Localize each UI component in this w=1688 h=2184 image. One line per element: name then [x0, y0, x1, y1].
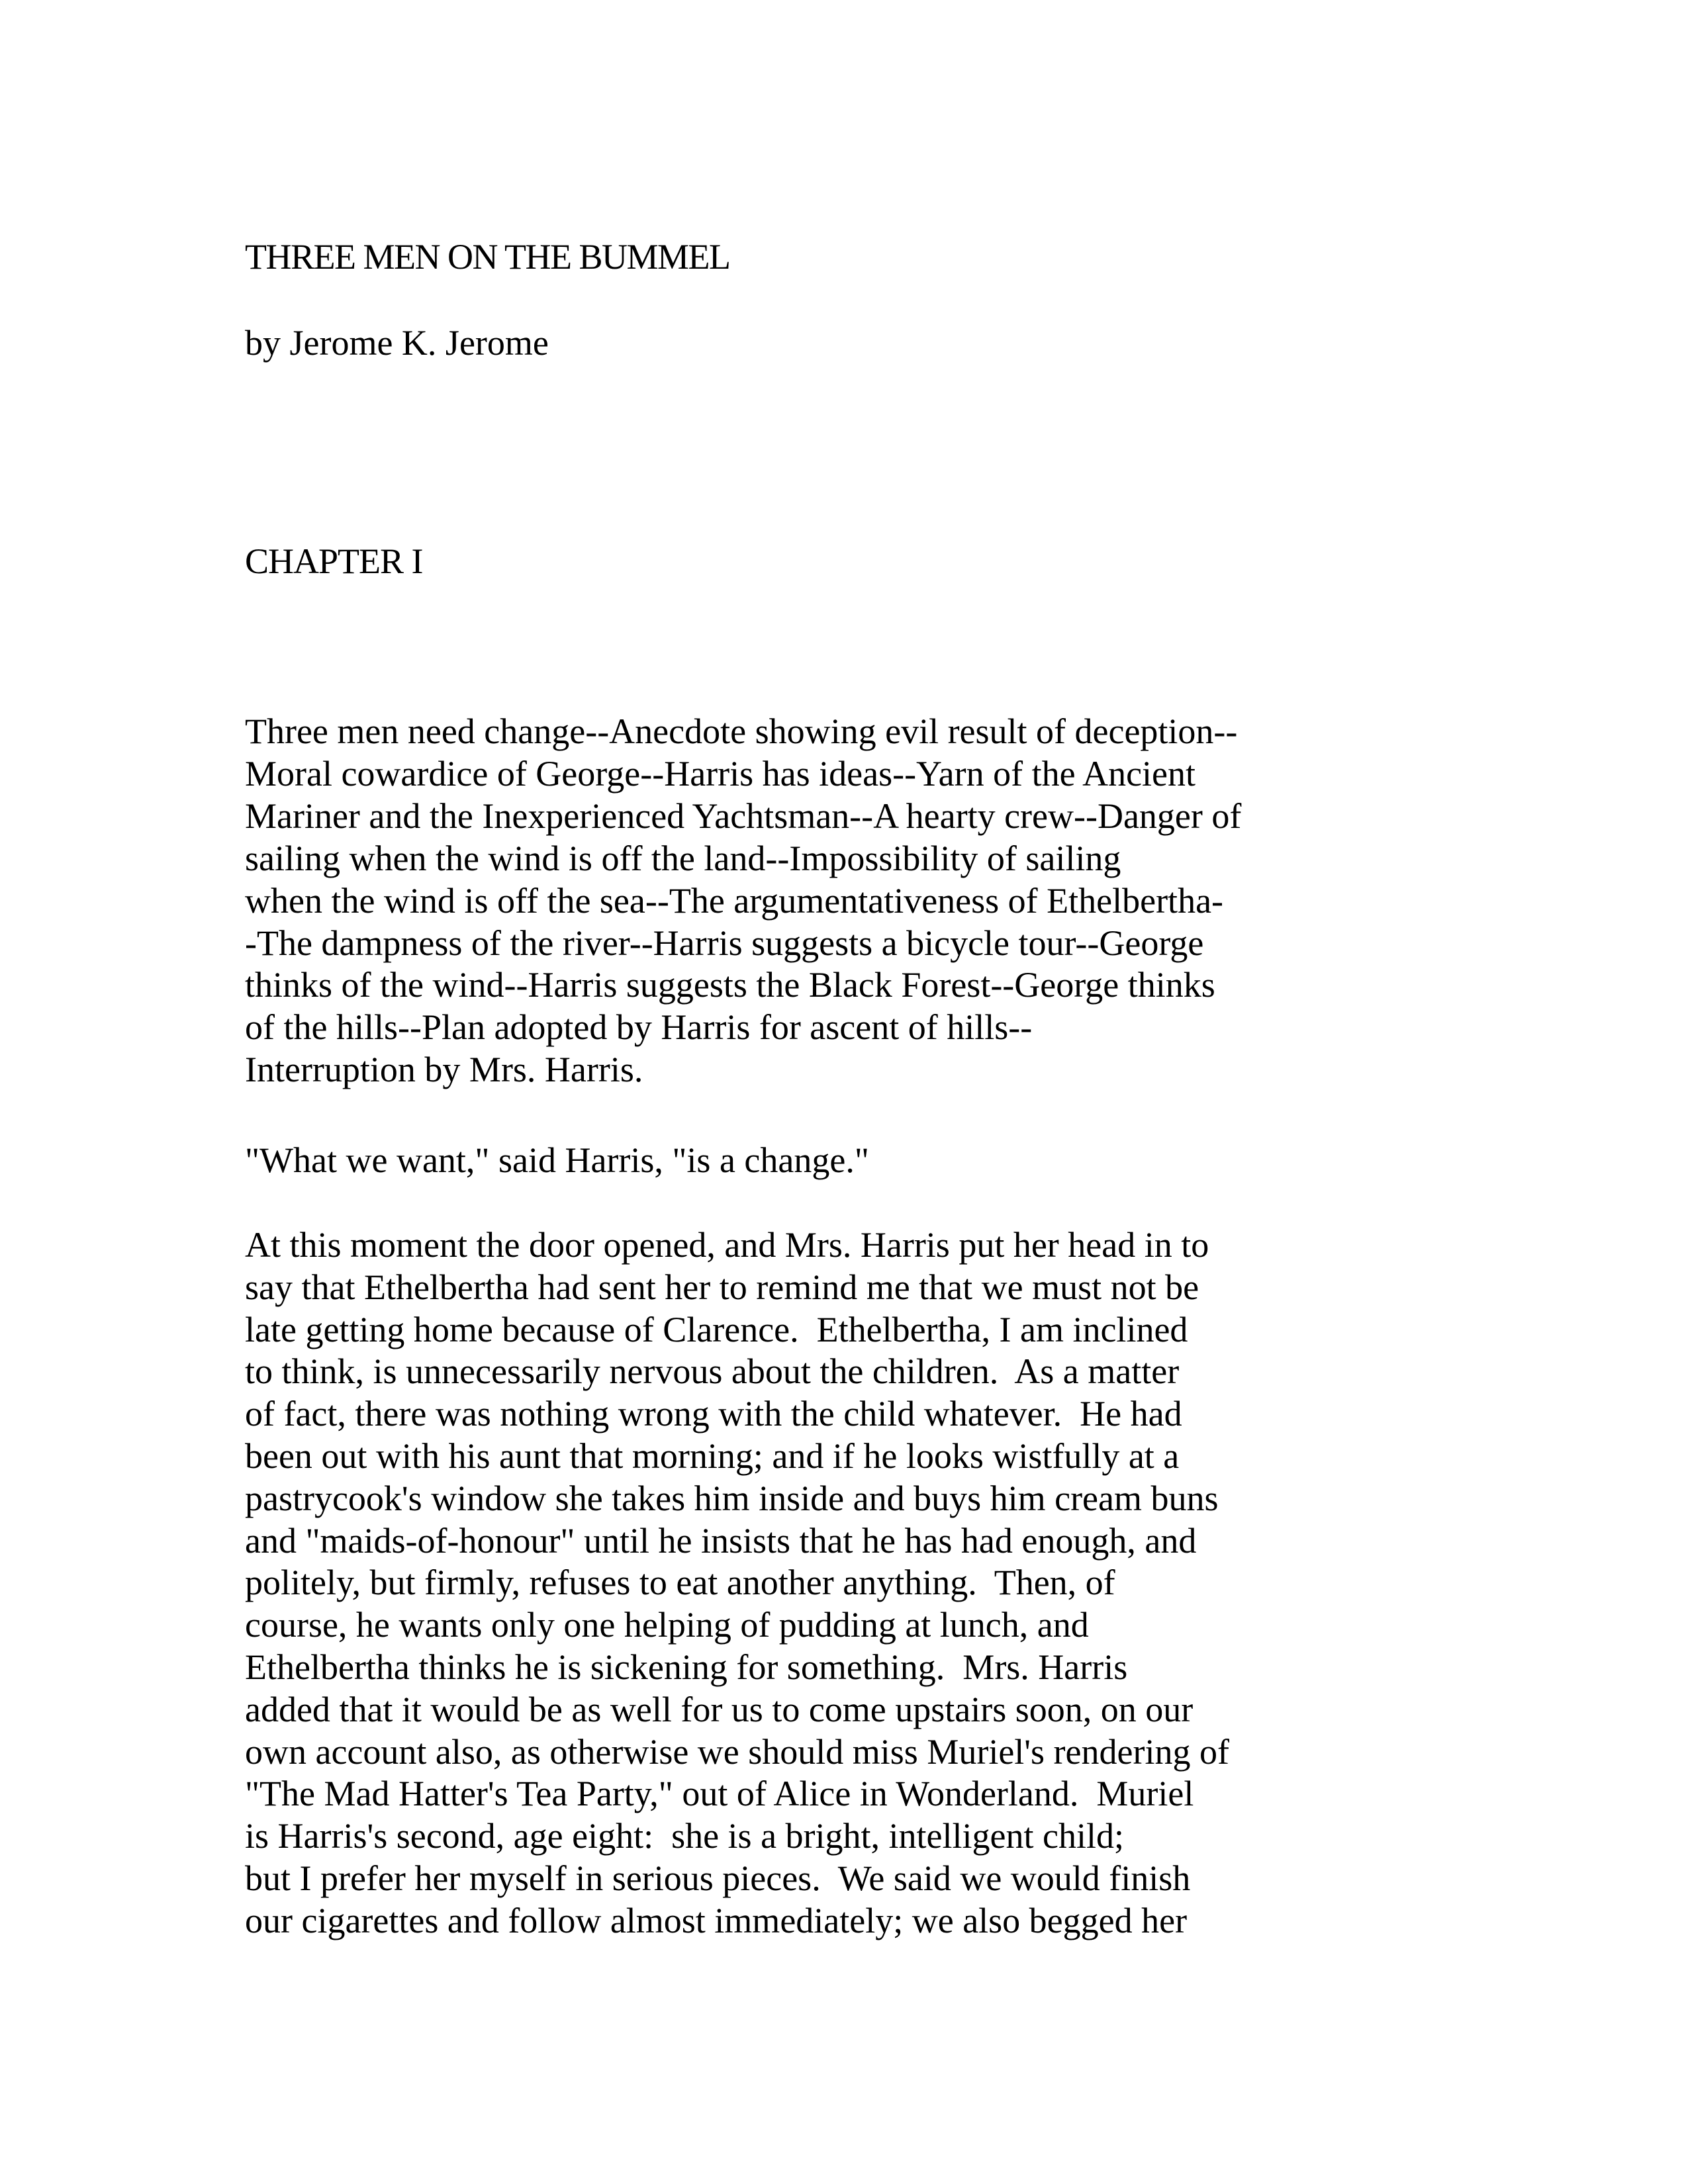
synopsis-line: of the hills--Plan adopted by Harris for ascent of hills-- [245, 1007, 1033, 1048]
synopsis-line: when the wind is off the sea--The argumentativeness of Ethelbertha- [245, 880, 1224, 921]
paragraph-line: our cigarettes and follow almost immediately; we also begged her [245, 1900, 1188, 1940]
paragraph-line: politely, but firmly, refuses to eat another anything. Then, of [245, 1563, 1115, 1603]
paragraph-line: own account also, as otherwise we should miss Muriel's rendering of [245, 1731, 1229, 1772]
paragraph-line: Ethelbertha thinks he is sickening for something. Mrs. Harris [245, 1647, 1128, 1687]
paragraph-line: and "maids-of-honour" until he insists that he has had enough, and [245, 1520, 1197, 1561]
synopsis-line: Three men need change--Anecdote showing evil result of deception-- [245, 711, 1238, 751]
paragraph-line: pastrycook's window she takes him inside and buys him cream buns [245, 1478, 1219, 1518]
book-title: THREE MEN ON THE BUMMEL [245, 237, 730, 277]
paragraph-line: been out with his aunt that morning; and if he looks wistfully at a [245, 1435, 1180, 1476]
author-byline: by Jerome K. Jerome [245, 323, 549, 363]
synopsis-line: Moral cowardice of George--Harris has ideas--Yarn of the Ancient [245, 753, 1196, 794]
synopsis-line: sailing when the wind is off the land--Impossibility of sailing [245, 838, 1121, 878]
paragraph-line: course, he wants only one helping of pudding at lunch, and [245, 1605, 1089, 1645]
synopsis-line: Mariner and the Inexperienced Yachtsman--A hearty crew--Danger of [245, 796, 1242, 836]
paragraph-line: is Harris's second, age eight: she is a bright, intelligent child; [245, 1816, 1124, 1856]
paragraph-line: say that Ethelbertha had sent her to remind me that we must not be [245, 1267, 1199, 1307]
body-paragraph [245, 1224, 1229, 1942]
paragraph-line: of fact, there was nothing wrong with the child whatever. He had [245, 1394, 1182, 1434]
paragraph-line: to think, is unnecessarily nervous about the children. As a matter [245, 1351, 1180, 1392]
paragraph-line: "The Mad Hatter's Tea Party," out of Alice in Wonderland. Muriel [245, 1774, 1194, 1814]
paragraph-line: added that it would be as well for us to come upstairs soon, on our [245, 1689, 1194, 1729]
paragraph-line: At this moment the door opened, and Mrs. Harris put her head in to [245, 1225, 1209, 1265]
synopsis-line: Interruption by Mrs. Harris. [245, 1050, 643, 1090]
paragraph-line: late getting home because of Clarence. Ethelbertha, I am inclined [245, 1309, 1188, 1349]
opening-quote: "What we want," said Harris, "is a change." [245, 1140, 869, 1180]
paragraph-line: but I prefer her myself in serious pieces. We said we would finish [245, 1858, 1191, 1898]
chapter-heading: CHAPTER I [245, 541, 423, 581]
chapter-synopsis [245, 711, 1241, 1091]
synopsis-line: -The dampness of the river--Harris suggests a bicycle tour--George [245, 923, 1204, 963]
synopsis-line: thinks of the wind--Harris suggests the Black Forest--George thinks [245, 965, 1215, 1005]
